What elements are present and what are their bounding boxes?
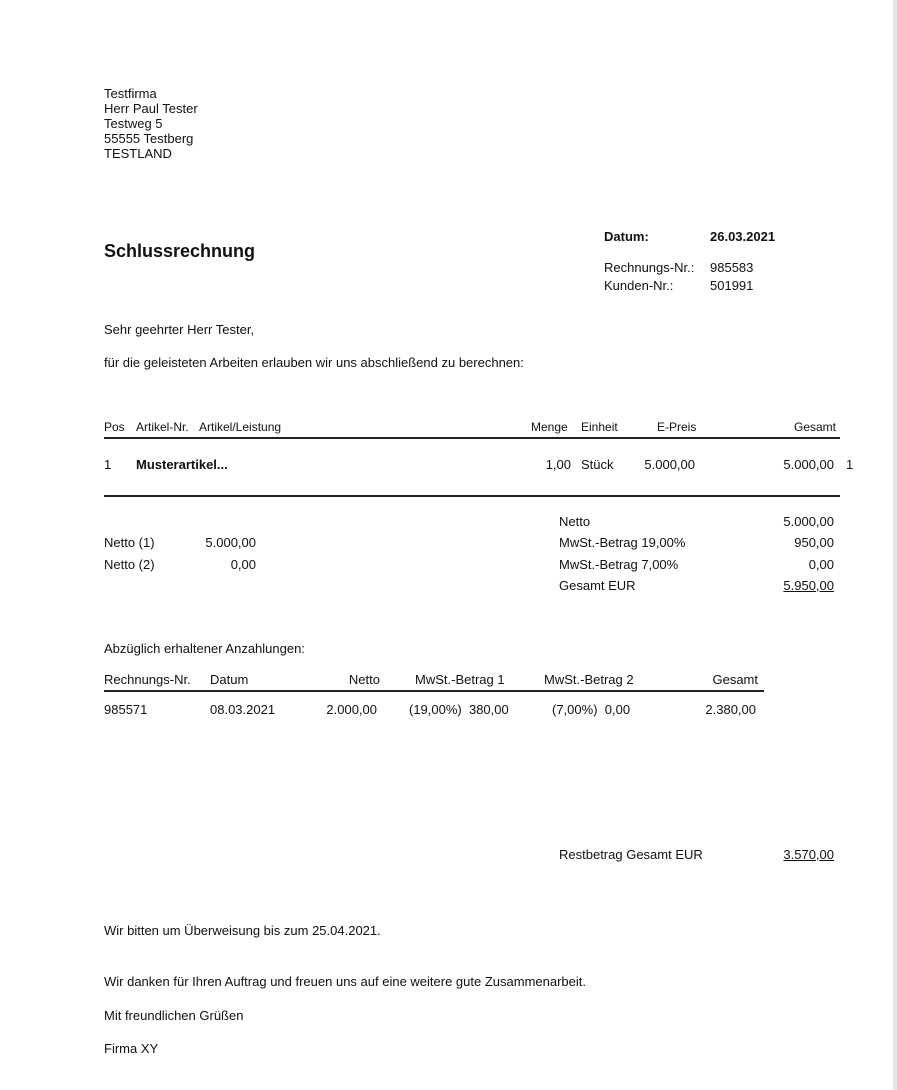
deposit-date: 08.03.2021 bbox=[210, 702, 276, 717]
signature: Firma XY bbox=[104, 1041, 159, 1056]
item-unit: Stück bbox=[581, 457, 614, 472]
header-vat-1: MwSt.-Betrag 1 bbox=[415, 672, 505, 687]
total-netto-label: Netto bbox=[559, 514, 591, 529]
item-pos: 1 bbox=[104, 457, 112, 472]
header-unit-price: E-Preis bbox=[657, 420, 697, 434]
item-tax-key: 1 bbox=[846, 457, 854, 472]
deposit-vat-2: (7,00%) 0,00 bbox=[552, 702, 631, 717]
address-line: Testfirma bbox=[104, 86, 157, 101]
header-invoice-number: Rechnungs-Nr. bbox=[104, 672, 191, 687]
intro-text: für die geleisteten Arbeiten erlauben wir uns abschließend zu berechnen: bbox=[104, 355, 524, 370]
header-netto: Netto bbox=[348, 672, 380, 687]
thanks-text: Wir danken für Ihren Auftrag und freuen uns auf eine weitere gute Zusammenarbeit. bbox=[104, 974, 586, 989]
item-article: Musterartikel... bbox=[136, 457, 228, 472]
item-total: 5.000,00 bbox=[783, 457, 834, 472]
invoice-number-label: Rechnungs-Nr.: bbox=[604, 260, 695, 275]
closing-greeting: Mit freundlichen Grüßen bbox=[104, 1008, 244, 1023]
header-divider bbox=[104, 437, 840, 439]
deposit-netto: 2.000,00 bbox=[326, 702, 377, 717]
deposit-total: 2.380,00 bbox=[705, 702, 756, 717]
address-line: TESTLAND bbox=[104, 146, 172, 161]
document-title: Schlussrechnung bbox=[104, 241, 256, 261]
remaining-amount-label: Restbetrag Gesamt EUR bbox=[559, 847, 703, 862]
header-unit: Einheit bbox=[581, 420, 618, 434]
vat-7-label: MwSt.-Betrag 7,00% bbox=[559, 557, 679, 572]
customer-number-label: Kunden-Nr.: bbox=[604, 278, 674, 293]
page-edge bbox=[893, 0, 897, 1090]
date-value: 26.03.2021 bbox=[710, 229, 776, 244]
payment-note: Wir bitten um Überweisung bis zum 25.04.2021. bbox=[104, 923, 381, 938]
vat-7-value: 0,00 bbox=[808, 557, 834, 572]
item-quantity: 1,00 bbox=[545, 457, 571, 472]
netto-1-label: Netto (1) bbox=[104, 535, 155, 550]
remaining-amount-value: 3.570,00 bbox=[783, 847, 834, 862]
deposits-divider bbox=[104, 690, 764, 692]
deposit-invoice-number: 985571 bbox=[104, 702, 148, 717]
header-pos: Pos bbox=[104, 420, 125, 434]
netto-2-value: 0,00 bbox=[230, 557, 256, 572]
salutation: Sehr geehrter Herr Tester, bbox=[104, 322, 255, 337]
header-article-number: Artikel-Nr. bbox=[136, 420, 189, 434]
header-vat-2: MwSt.-Betrag 2 bbox=[544, 672, 634, 687]
date-label: Datum: bbox=[604, 229, 649, 244]
deposit-vat-1: (19,00%) 380,00 bbox=[409, 702, 509, 717]
address-line: 55555 Testberg bbox=[104, 131, 194, 146]
header-article: Artikel/Leistung bbox=[199, 420, 282, 434]
deposits-title: Abzüglich erhaltener Anzahlungen: bbox=[104, 641, 305, 656]
vat-19-label: MwSt.-Betrag 19,00% bbox=[559, 535, 686, 550]
netto-1-value: 5.000,00 bbox=[205, 535, 256, 550]
vat-19-value: 950,00 bbox=[794, 535, 834, 550]
header-quantity: Menge bbox=[531, 420, 568, 434]
netto-2-label: Netto (2) bbox=[104, 557, 155, 572]
address-line: Herr Paul Tester bbox=[104, 101, 198, 116]
item-unit-price: 5.000,00 bbox=[644, 457, 695, 472]
total-netto-value: 5.000,00 bbox=[783, 514, 834, 529]
address-line: Testweg 5 bbox=[104, 116, 163, 131]
header-total: Gesamt bbox=[793, 420, 836, 434]
invoice-number-value: 985583 bbox=[710, 260, 754, 275]
customer-number-value: 501991 bbox=[710, 278, 754, 293]
header-date: Datum bbox=[210, 672, 249, 687]
items-divider bbox=[104, 495, 840, 497]
header-deposit-total: Gesamt bbox=[712, 672, 758, 687]
grand-total-value: 5.950,00 bbox=[783, 578, 834, 593]
grand-total-label: Gesamt EUR bbox=[559, 578, 636, 593]
